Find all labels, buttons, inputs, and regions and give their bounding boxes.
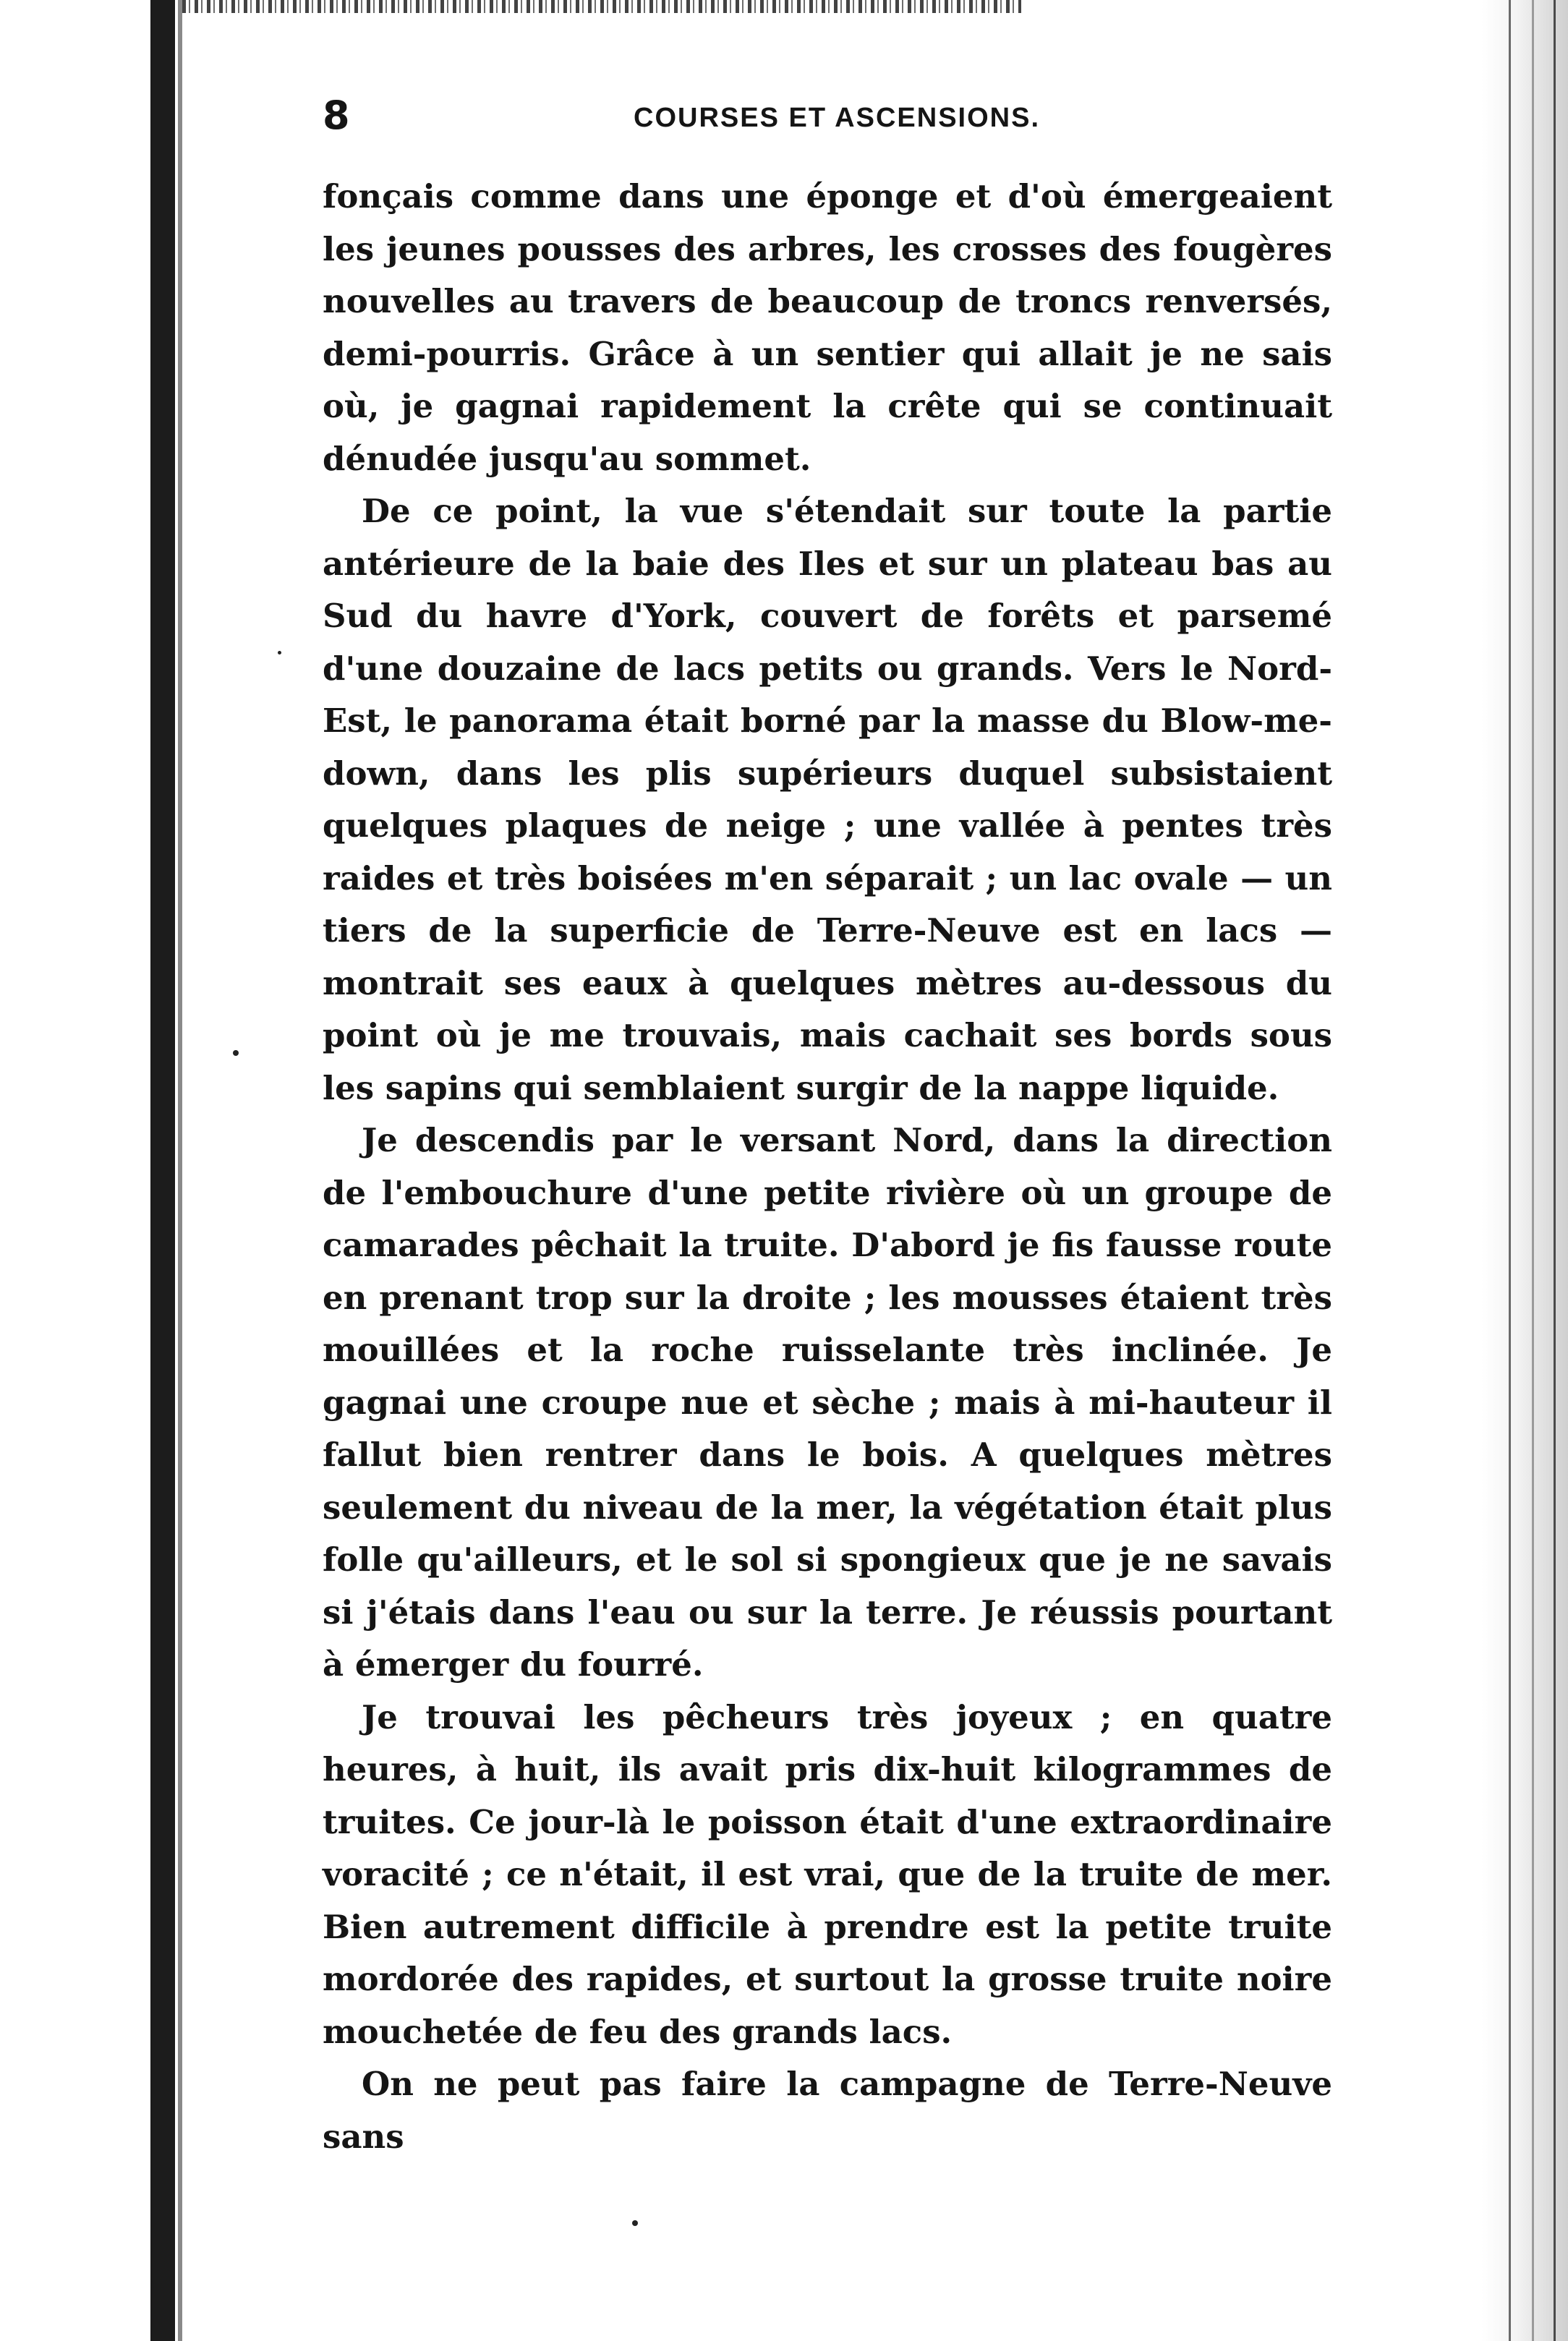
body-text [323,171,1332,2163]
page-number: 8 [323,93,350,138]
page-header [323,93,1335,143]
paragraph: De ce point, la vue s'étendait sur toute la partie antérieure de la baie des Iles et sur un plateau bas au Sud du havre d'York, couvert de forêts et parsemé d'une douzaine de lacs petits ou grands. Vers le Nord-Est, le panorama était borné par la masse du Blow-me-down, dans les plis supérieurs duquel subsistaient quelques plaques de neige ; une vallée à pentes très raides et très boisées m'en séparait ; un lac ovale — un tiers de la superficie de Terre-Neuve est en lacs — montrait ses eaux à quelques mètres au-dessous du point où je me trouvais, mais cachait ses bords sous les sapins qui semblaient surgir de la nappe liquide. [323,492,1332,1107]
binding-shadow [150,0,175,2341]
page-edge-line [1509,0,1511,2341]
paragraph: fonçais comme dans une éponge et d'où émergeaient les jeunes pousses des arbres, les crosses des fougères nouvelles au travers de beaucoup de troncs renversés, demi-pourris. Grâce à un sentier qui allait je ne sais où, je gagnai rapidement la crête qui se continuait dénudée jusqu'au sommet. [323,177,1332,478]
page-edge-line [1554,0,1556,2341]
paragraph: On ne peut pas faire la campagne de Terre-Neuve sans [323,2065,1332,2156]
binding-edge [178,0,182,2341]
binding-margin [0,0,195,2341]
scan-speck [233,1050,239,1056]
scan-speck [632,2220,638,2226]
page-edge-shading [1481,0,1568,2341]
page-edge-line [1532,0,1534,2341]
paragraph: Je descendis par le versant Nord, dans la direction de l'embouchure d'une petite rivière où un groupe de camarades pêchait la truite. D'abord je fis fausse route en prenant trop sur la droite ; les mousses étaient très mouillées et la roche ruisselante très inclinée. Je gagnai une croupe nue et sèche ; mais à mi-hauteur il fallut bien rentrer dans le bois. A quelques mètres seulement du niveau de la mer, la végétation était plus folle qu'ailleurs, et le sol si spongieux que je ne savais si j'étais dans l'eau ou sur la terre. Je réussis pourtant à émerger du fourré. [323,1121,1332,1684]
paragraph: Je trouvai les pêcheurs très joyeux ; en quatre heures, à huit, ils avait pris dix-huit kilogrammes de truites. Ce jour-là le poisson était d'une extraordinaire voracité ; ce n'était, il est vrai, que de la truite de mer. Bien autrement difficile à prendre est la petite truite mordorée des rapides, et surtout la grosse truite noire mouchetée de feu des grands lacs. [323,1697,1332,2051]
scan-speck [278,651,281,654]
top-scan-border [182,0,1021,13]
running-title: COURSES ET ASCENSIONS. [634,103,1041,133]
